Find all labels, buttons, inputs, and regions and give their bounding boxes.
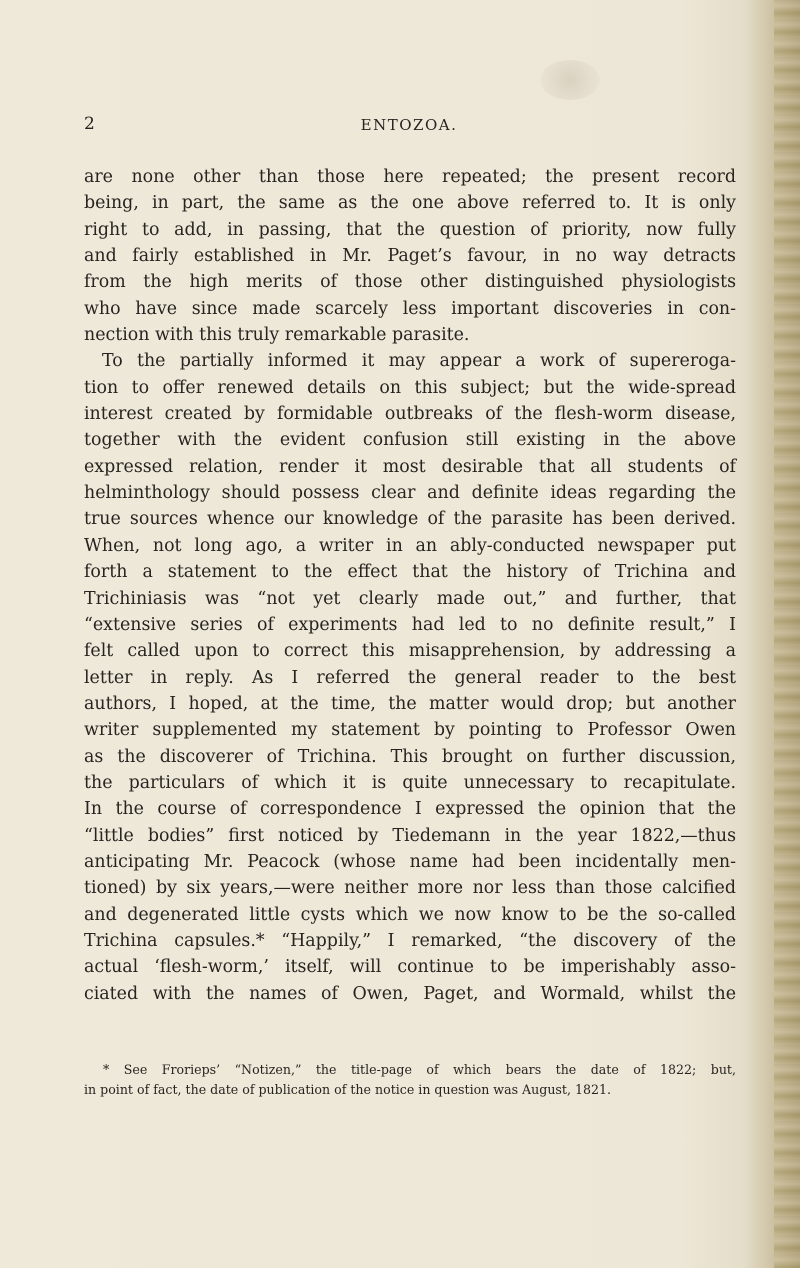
text-line: interest created by formidable outbreaks of the flesh-worm disease,: [84, 404, 736, 425]
text-line: together with the evident confusion still existing in the above: [84, 430, 736, 451]
text-line: expressed relation, render it most desirable that all students of: [84, 456, 736, 477]
text-line: actual ‘flesh-worm,’ itself, will continue to be imperishably asso-: [84, 957, 736, 978]
text-line: being, in part, the same as the one above referred to. It is only: [84, 193, 736, 214]
text-line: and degenerated little cysts which we now know to be the so-called: [84, 904, 736, 925]
text-line: Trichiniasis was “not yet clearly made out,” and further, that: [84, 588, 736, 609]
text-line: who have since made scarcely less important discoveries in con-: [84, 298, 736, 319]
text-line: Trichina capsules.* “Happily,” I remarked, “the discovery of the: [84, 930, 736, 951]
text-line: authors, I hoped, at the time, the matter would drop; but another: [84, 693, 736, 714]
text-line: forth a statement to the effect that the history of Trichina and: [84, 562, 736, 583]
text-line: as the discoverer of Trichina. This brought on further discussion,: [84, 746, 736, 767]
text-line: letter in reply. As I referred the general reader to the best: [84, 667, 736, 688]
text-line: felt called upon to correct this misapprehension, by addressing a: [84, 641, 736, 662]
text-line: true sources whence our knowledge of the parasite has been derived.: [84, 509, 736, 530]
text-line: the particulars of which it is quite unnecessary to recapitulate.: [84, 772, 736, 793]
text-line: right to add, in passing, that the question of priority, now fully: [84, 219, 736, 240]
text-line: To the partially informed it may appear a work of supereroga-: [102, 351, 736, 372]
text-line: “extensive series of experiments had led to no definite result,” I: [84, 614, 736, 635]
text-line: ciated with the names of Owen, Paget, and Wormald, whilst the: [84, 983, 736, 1004]
text-line: anticipating Mr. Peacock (whose name had been incidentally men-: [84, 851, 736, 872]
text-line: writer supplemented my statement by pointing to Professor Owen: [84, 720, 736, 741]
text-line: from the high merits of those other distinguished physiologists: [84, 272, 736, 293]
running-title: ENTOZOA.: [360, 116, 458, 134]
text-line: nection with this truly remarkable parasite.: [84, 325, 470, 346]
footnote: [84, 1060, 736, 1100]
body-text: [84, 164, 736, 1007]
text-line: tion to offer renewed details on this subject; but the wide-spread: [84, 377, 736, 398]
text-line: “little bodies” first noticed by Tiedemann in the year 1822,—thus: [84, 825, 736, 846]
text-line: helminthology should possess clear and definite ideas regarding the: [84, 483, 736, 504]
page-header: [84, 114, 734, 142]
footnote-line: in point of fact, the date of publication of the notice in question was August, 1821.: [84, 1082, 612, 1097]
book-gutter-shadow: [774, 0, 800, 1268]
text-line: When, not long ago, a writer in an ably-conducted newspaper put: [84, 535, 736, 556]
footnote-line: * See Frorieps’ “Notizen,” the title-page of which bears the date of 1822; but,: [103, 1062, 736, 1077]
text-line: are none other than those here repeated; the present record: [84, 167, 736, 187]
text-line: In the course of correspondence I expressed the opinion that the: [84, 799, 736, 820]
paper-stain: [540, 60, 600, 100]
text-line: and fairly established in Mr. Paget’s favour, in no way detracts: [84, 246, 736, 267]
text-line: tioned) by six years,—were neither more nor less than those calcified: [84, 878, 736, 899]
page-number: 2: [84, 114, 95, 134]
